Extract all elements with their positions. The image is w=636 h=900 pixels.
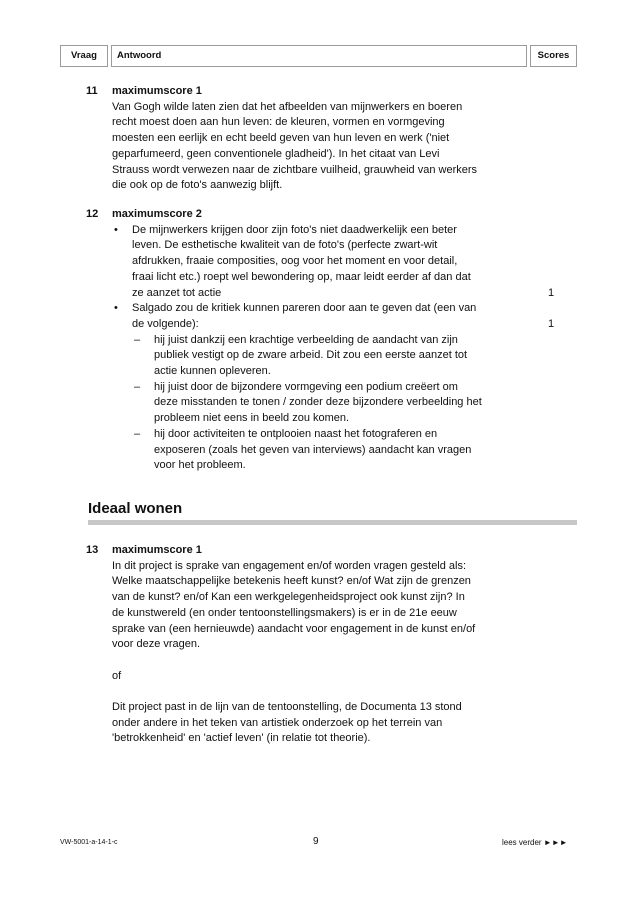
dash-item [112,427,532,474]
answer-line: die ook op de foto's aanwezig blijft. [112,179,283,192]
bullet-item [112,301,532,332]
dash-icon: – [134,380,141,393]
answer-line: voor het probleem. [154,459,246,472]
dash-icon: – [134,427,141,440]
bullet-icon: • [114,223,118,236]
footer-next-page: lees verder ►►► [502,838,568,847]
answer-line: hij door activiteiten te ontplooien naast het fotograferen en [154,427,438,440]
answer-line: In dit project is sprake van engagement en/of worden vragen gesteld als: [112,559,467,572]
answer-line: hij juist door de bijzondere vormgeving een podium creëert om [154,380,458,393]
answer-line: moesten een eerlijk en echt beeld geven van hun leven en werk ('niet [112,132,450,145]
dash-item [112,333,532,380]
answer-text [112,700,532,747]
answer-line: van de kunst? en/of Kan een werkgelegenheidsproject ook kunst zijn? In [112,591,465,604]
answer-line: probleem niet eens in beeld zou komen. [154,412,350,425]
answer-line: geparfumeerd, geen conventionele gladheid'). In het citaat van Levi [112,147,440,160]
answer-line: exposeren (zoals het geven van interviews) aandacht kan vragen [154,443,472,456]
answer-line: fraai licht etc.) roept wel bewondering op, maar leidt eerder af dan dat [132,270,471,283]
footer-exam-code: VW-5001-a-14-1-c [60,839,118,846]
answer-line: onder andere in het teken van artistiek onderzoek op het terrein van [112,716,443,729]
answer-line: de kunstwereld (en onder tentoonstellingsmakers) is er in de 21e eeuw [112,606,457,619]
answer-line: hij juist dankzij een krachtige verbeelding de aandacht van zijn [154,333,458,346]
answer-line: actie kunnen opleveren. [154,365,271,378]
answer-line: De mijnwerkers krijgen door zijn foto's niet daadwerkelijk een beter [132,223,457,236]
answer-line: ze aanzet tot actie [132,286,222,299]
answer-line: sprake van (een hernieuwde) aandacht voor engagement in de kunst en/of [112,622,476,635]
question-number: 12 [86,208,99,220]
answer-line: 'betrokkenheid' en 'actief leven' (in relatie tot theorie). [112,732,371,745]
section-divider [88,520,577,525]
footer-page-number: 9 [313,836,319,847]
max-score: maximumscore 1 [112,85,202,97]
header-antwoord: Antwoord [111,45,527,67]
score-value: 1 [548,317,555,330]
score-value: 1 [548,286,555,299]
dash-item [112,380,532,427]
answer-line: Welke maatschappelijke betekenis heeft kunst? en/of Wat zijn de grenzen [112,575,471,588]
answer-line: Dit project past in de lijn van de tentoonstelling, de Documenta 13 stond [112,701,462,713]
or-separator: of [112,669,122,682]
answer-line: de volgende): [132,317,199,330]
dash-icon: – [134,333,141,346]
answer-line: voor deze vragen. [112,638,201,651]
answer-line: publiek vestigt op de zware arbeid. Dit zou een eerste aanzet tot [154,349,468,362]
header-vraag: Vraag [60,45,108,67]
answer-line: deze misstanden te tonen / zonder deze bijzondere verbeelding het [154,396,482,409]
section-title: Ideaal wonen [88,500,183,517]
max-score: maximumscore 2 [112,208,202,220]
question-number: 11 [86,85,98,97]
max-score: maximumscore 1 [112,544,202,556]
answer-text [112,100,532,194]
answer-line: Van Gogh wilde laten zien dat het afbeelden van mijnwerkers en boeren [112,100,463,113]
question-number: 13 [86,544,99,556]
answer-text [112,559,532,653]
answer-line: recht moest doen aan hun leven: de kleuren, vormen en vormgeving [112,116,445,129]
bullet-icon: • [114,302,118,315]
answer-line: Salgado zou de kritiek kunnen pareren door aan te geven dat (een van [132,302,477,315]
answer-line: leven. De esthetische kwaliteit van de foto's (perfecte zwart-wit [132,239,438,252]
answer-line: Strauss wordt verwezen naar de zichtbare vuilheid, grauwheid van werkers [112,163,478,176]
bullet-item [112,223,532,302]
answer-line: afdrukken, fraaie composities, oog voor het moment en voor detail, [132,255,458,268]
header-scores: Scores [530,45,577,67]
